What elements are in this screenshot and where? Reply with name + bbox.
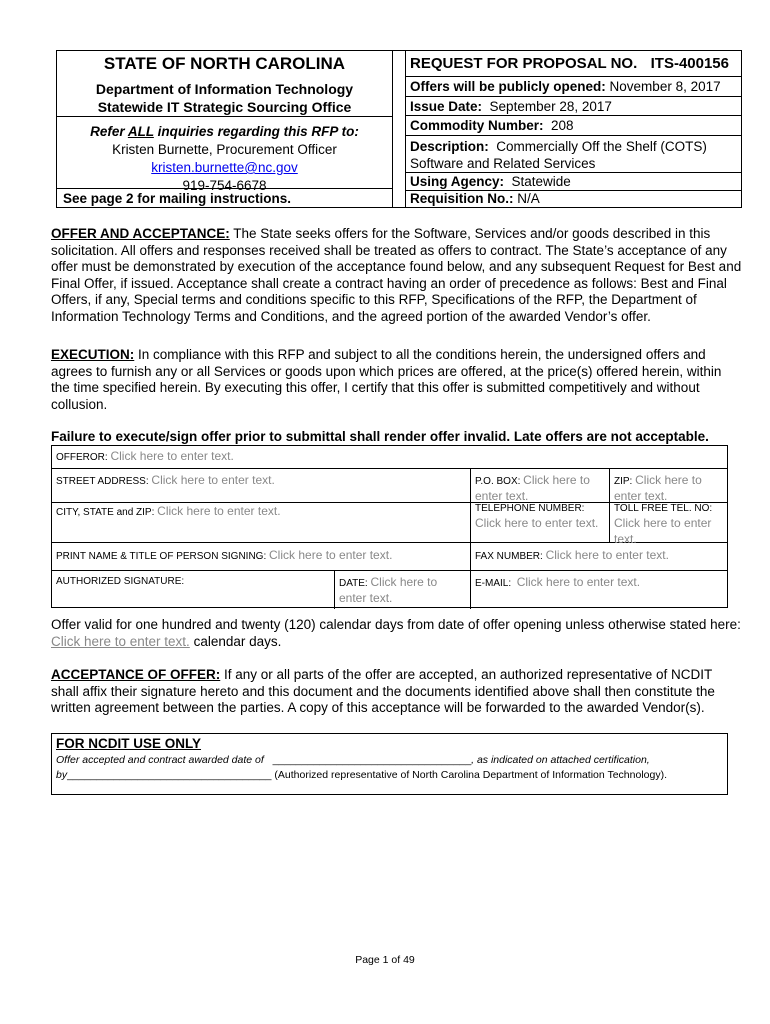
divider: [406, 76, 741, 77]
contact-email-line: [57, 159, 392, 177]
email-field[interactable]: E-MAIL: Click here to enter text.: [475, 575, 641, 589]
offer-valid-suffix: calendar days.: [189, 633, 282, 649]
contact-phone: 919-754-6678: [182, 178, 267, 193]
execution-text: In compliance with this RFP and subject to all the conditions herein, the undersigned offers and agrees to furnish any or all Services or goods upon which prices are offered, at the price(s) offered herein, within the time specified herein. By executing this offer, I certify that this offer is submitted competitively and without collusion.: [51, 347, 722, 412]
refer-line: Refer ALL inquiries regarding this RFP to:: [90, 124, 359, 139]
po-box-field[interactable]: P.O. BOX: Click here to enter text.: [475, 473, 590, 503]
city-state-zip-field[interactable]: CITY, STATE and ZIP: Click here to enter text.: [56, 504, 281, 518]
divider: [57, 116, 392, 117]
contact-name: Kristen Burnette, Procurement Officer: [112, 142, 337, 157]
street-address-field[interactable]: STREET ADDRESS: Click here to enter text.: [56, 473, 275, 487]
dept-line1: Department of Information Technology: [95, 81, 354, 97]
requisition-row: Requisition No.: N/A: [410, 191, 540, 206]
offer-valid-paragraph: [51, 617, 743, 650]
form-divider: [52, 570, 727, 571]
state-title: STATE OF NORTH CAROLINA: [103, 54, 346, 73]
dept-line2: Statewide IT Strategic Sourcing Office: [97, 99, 352, 115]
date-field[interactable]: DATE: Click here to enter text.: [339, 575, 438, 605]
commodity-row: Commodity Number: 208: [410, 118, 574, 133]
description-row: Description: Commercially Off the Shelf (COTS): [410, 139, 707, 154]
execution-paragraph: [51, 347, 743, 413]
toll-free-field[interactable]: TOLL FREE TEL. NO: Click here to enter text.: [614, 503, 713, 546]
offeror-form: [51, 445, 728, 608]
issue-date-row: Issue Date: September 28, 2017: [410, 99, 612, 114]
mailing-note: See page 2 for mailing instructions.: [63, 191, 292, 206]
zip-field[interactable]: ZIP: Click here to enter text.: [614, 473, 702, 503]
ncdit-representative-line: by___________________________________ (Authorized representative of North Carolina Department of Information Technology).: [56, 769, 667, 781]
opened-row: Offers will be publicly opened: November 8, 2017: [410, 79, 721, 94]
divider: [406, 135, 741, 136]
acceptance-heading: ACCEPTANCE OF OFFER:: [51, 667, 221, 682]
rfp-header-box: [56, 50, 742, 208]
offer-acceptance-paragraph: [51, 226, 743, 325]
offer-acceptance-text: The State seeks offers for the Software, Services and/or goods described in this solicitation. All offers and responses received shall be treated as offers to contract. The State’s acceptance of any offer must be demonstrated by execution of the acceptance found below, and any subsequent Request for Best and Final Offer, if issued. Acceptance shall create a contract having an order of precedence as follows: Best and Final Offers, if any, Special terms and conditions specific to this RFP, Specifications of the RFP, the Department of Information Technology Terms and Conditions, and the agreed portion of the awarded Vendor’s offer.: [51, 226, 742, 324]
authorized-signature-field[interactable]: AUTHORIZED SIGNATURE:: [56, 576, 185, 587]
page-number: Page 1 of 49: [355, 954, 415, 966]
offer-acceptance-heading: OFFER AND ACCEPTANCE:: [51, 226, 230, 241]
rfp-details-panel: [405, 51, 741, 207]
fax-number-field[interactable]: FAX NUMBER: Click here to enter text.: [475, 548, 669, 562]
print-name-title-field[interactable]: PRINT NAME & TITLE OF PERSON SIGNING: Click here to enter text.: [56, 548, 393, 562]
description-row2: Software and Related Services: [410, 156, 596, 171]
agency-row: Using Agency: Statewide: [410, 174, 571, 189]
issuer-panel: [57, 51, 393, 207]
contact-email-link[interactable]: kristen.burnette@nc.gov: [151, 160, 298, 175]
divider: [57, 188, 392, 189]
offer-valid-days-field[interactable]: Click here to enter text.: [51, 633, 190, 649]
divider: [406, 96, 741, 97]
acceptance-paragraph: [51, 667, 743, 717]
ncdit-title: FOR NCDIT USE ONLY: [56, 736, 202, 751]
failure-note: Failure to execute/sign offer prior to submittal shall render offer invalid. Late offers are not acceptable.: [51, 429, 709, 444]
offer-valid-text: Offer valid for one hundred and twenty (120) calendar days from date of offer opening unless otherwise stated here:: [51, 617, 741, 632]
offeror-field[interactable]: OFFEROR: Click here to enter text.: [56, 449, 234, 463]
ncdit-award-date-line: Offer accepted and contract awarded date of __________________________________, as indicated on attached certification,: [56, 754, 650, 766]
rfp-number-row: [406, 55, 741, 72]
telephone-field[interactable]: TELEPHONE NUMBER: Click here to enter text.: [475, 503, 599, 530]
rfp-label: REQUEST FOR PROPOSAL NO.: [410, 55, 638, 72]
form-divider: [52, 468, 727, 469]
rfp-number: ITS-400156: [650, 55, 729, 72]
acceptance-text: If any or all parts of the offer are accepted, an authorized representative of NCDIT shall affix their signature hereto and this document and the documents identified above shall then constitute the written agreement between the parties. A copy of this acceptance will be forwarded to the awarded Vendor(s).: [51, 667, 715, 715]
ncdit-use-only-box: [51, 733, 728, 795]
execution-heading: EXECUTION:: [51, 347, 135, 362]
divider: [406, 115, 741, 116]
